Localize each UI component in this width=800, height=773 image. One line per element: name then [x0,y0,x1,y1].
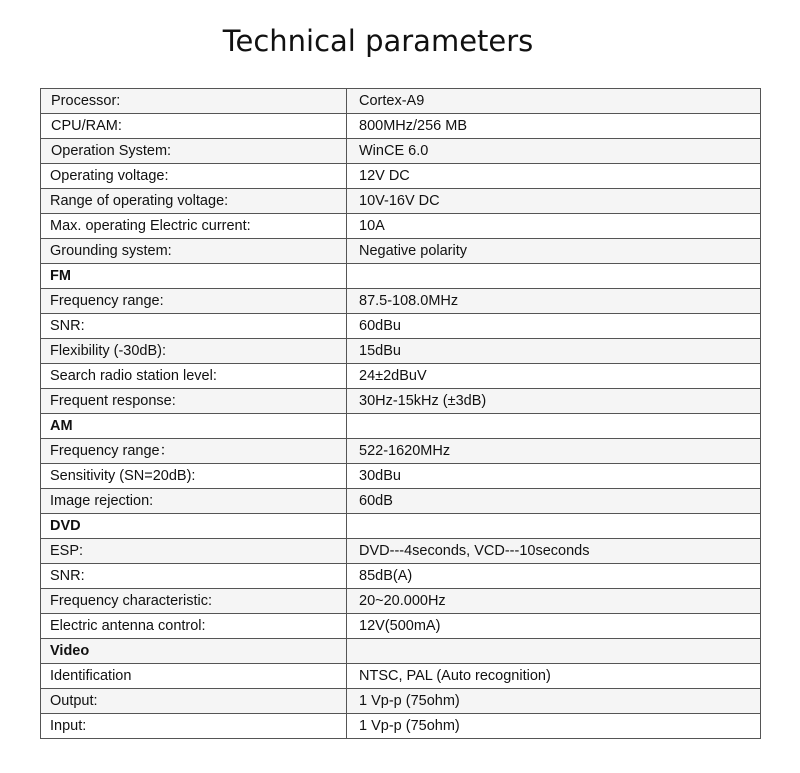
parameter-value: 87.5-108.0MHz [347,289,761,314]
parameter-label: Range of operating voltage: [41,189,347,214]
table-row [41,214,761,239]
parameter-label: Input: [41,714,347,739]
page-title: Technical parameters [222,24,534,58]
technical-parameters-table [40,88,761,739]
table-row [41,339,761,364]
parameter-label: Grounding system: [41,239,347,264]
table-row [41,364,761,389]
parameter-value [347,414,761,439]
parameter-value: 12V DC [347,164,761,189]
table-row [41,139,761,164]
parameter-value: 20~20.000Hz [347,589,761,614]
parameter-value: NTSC, PAL (Auto recognition) [347,664,761,689]
parameter-label: Max. operating Electric current: [41,214,347,239]
parameter-label: Image rejection: [41,489,347,514]
table-row [41,289,761,314]
parameter-value: 12V(500mA) [347,614,761,639]
parameter-value: 30dBu [347,464,761,489]
table-row [41,589,761,614]
parameter-value: 60dBu [347,314,761,339]
parameter-value: DVD---4seconds, VCD---10seconds [347,539,761,564]
table-row [41,389,761,414]
table-row [41,614,761,639]
section-title: FM [41,264,347,289]
table-row [41,539,761,564]
parameter-label: Output: [41,689,347,714]
parameter-value [347,514,761,539]
parameter-label: Frequency range: [41,289,347,314]
parameter-value: 1 Vp-p (75ohm) [347,714,761,739]
table-row [41,114,761,139]
parameter-value: 85dB(A) [347,564,761,589]
section-header-row [41,264,761,289]
table-row [41,189,761,214]
parameter-label: ESP: [41,539,347,564]
table-row [41,439,761,464]
table-row [41,239,761,264]
table-row [41,564,761,589]
parameter-value: 800MHz/256 MB [347,114,761,139]
parameter-label: CPU/RAM: [41,114,347,139]
parameter-value: Negative polarity [347,239,761,264]
parameter-label: Frequency range： [41,439,347,464]
parameter-label: Operation System: [41,139,347,164]
parameter-value: WinCE 6.0 [347,139,761,164]
section-header-row [41,414,761,439]
parameter-value [347,639,761,664]
section-title: AM [41,414,347,439]
parameter-label: Electric antenna control: [41,614,347,639]
parameter-label: Frequency characteristic: [41,589,347,614]
parameter-value: 1 Vp-p (75ohm) [347,689,761,714]
parameter-value [347,264,761,289]
parameter-value: 10V-16V DC [347,189,761,214]
parameter-value: 10A [347,214,761,239]
parameter-value: 522-1620MHz [347,439,761,464]
table-row [41,314,761,339]
table-row [41,464,761,489]
table-row [41,714,761,739]
table-row [41,664,761,689]
parameter-label: Operating voltage: [41,164,347,189]
table-body [41,89,761,739]
table-row [41,89,761,114]
parameter-value: 24±2dBuV [347,364,761,389]
table-row [41,689,761,714]
parameter-label: SNR: [41,564,347,589]
parameter-label: Search radio station level: [41,364,347,389]
parameter-label: Frequent response: [41,389,347,414]
parameter-value: Cortex-A9 [347,89,761,114]
parameter-value: 15dBu [347,339,761,364]
section-header-row [41,514,761,539]
parameter-label: SNR: [41,314,347,339]
parameter-label: Identification [41,664,347,689]
parameter-label: Flexibility (-30dB): [41,339,347,364]
section-title: Video [41,639,347,664]
parameter-label: Sensitivity (SN=20dB): [41,464,347,489]
parameter-value: 60dB [347,489,761,514]
parameter-label: Processor: [41,89,347,114]
section-header-row [41,639,761,664]
section-title: DVD [41,514,347,539]
table-row [41,164,761,189]
parameter-value: 30Hz-15kHz (±3dB) [347,389,761,414]
table-row [41,489,761,514]
